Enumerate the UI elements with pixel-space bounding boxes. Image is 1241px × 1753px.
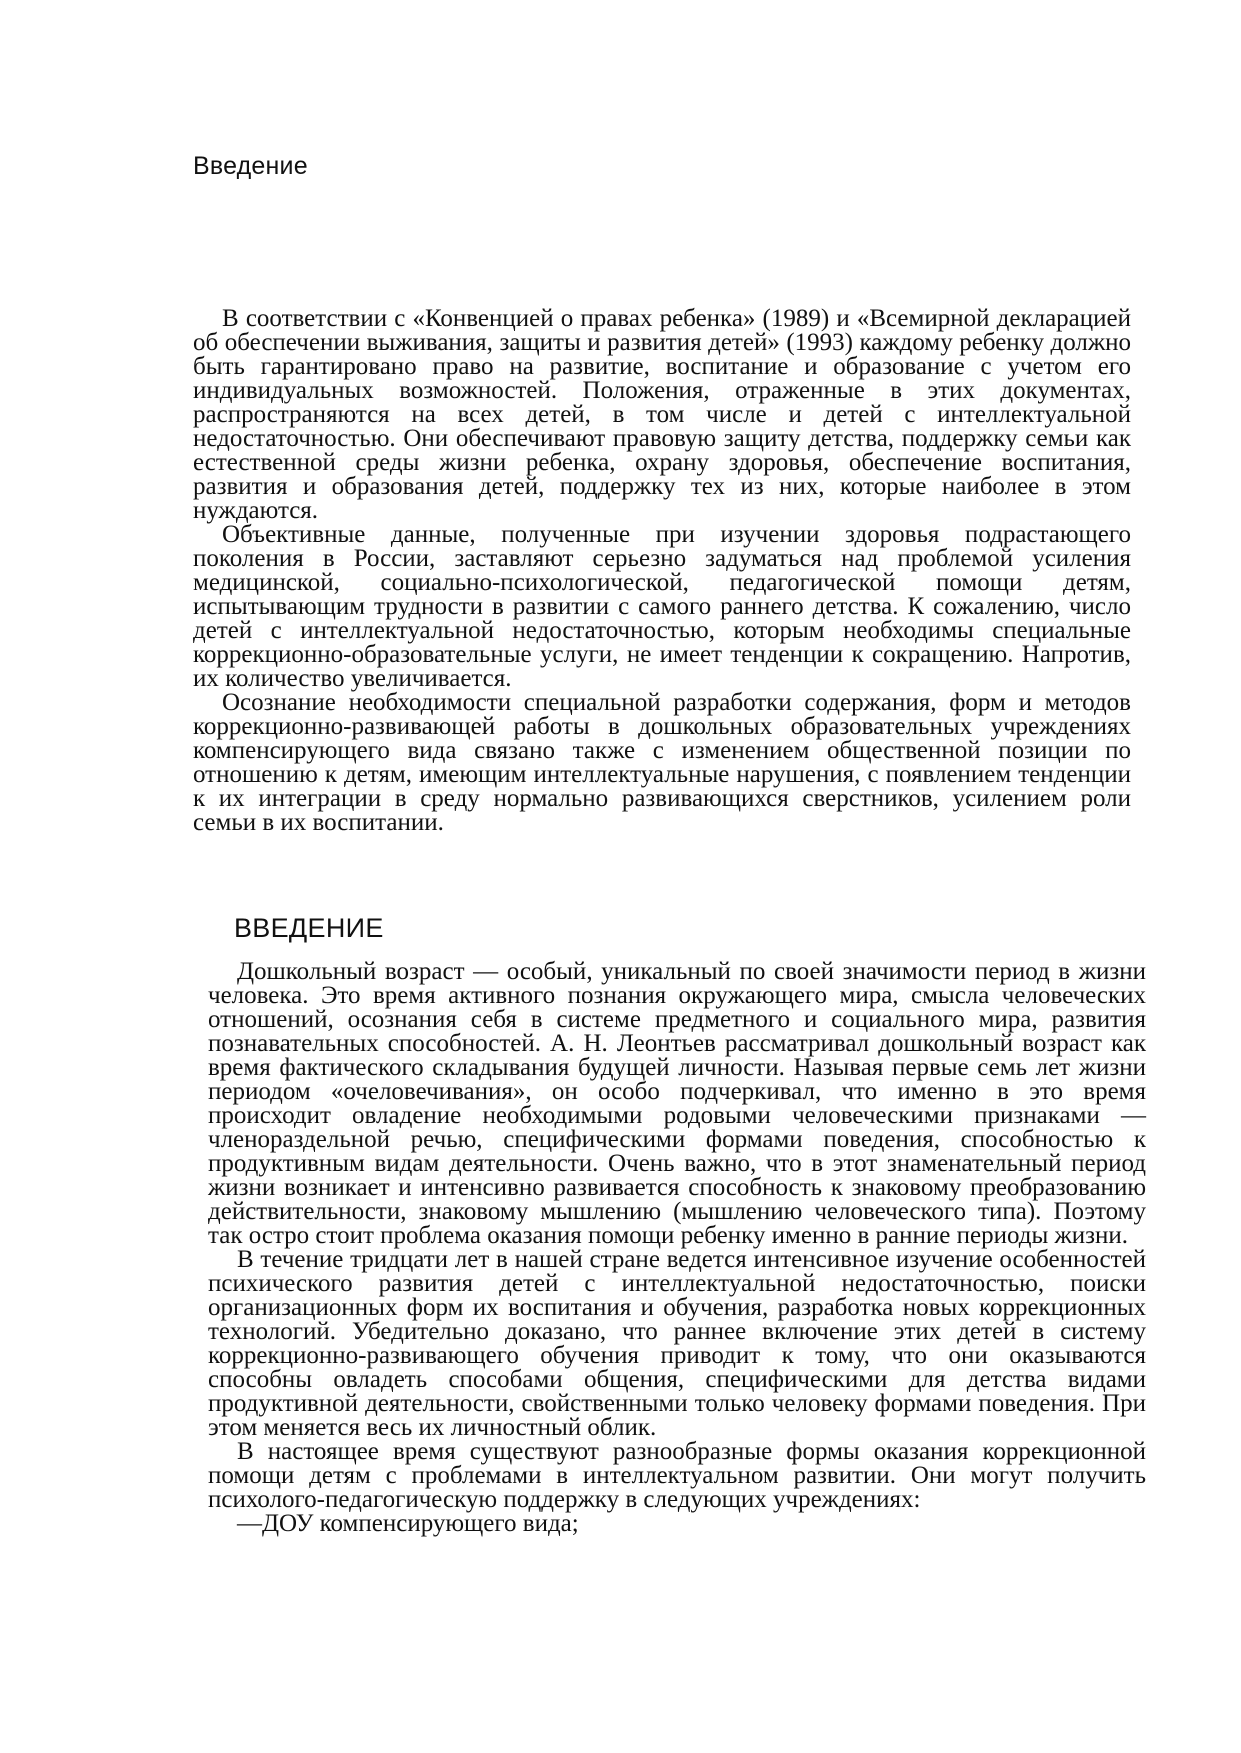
- list-item: —ДОУ компенсирующего вида;: [237, 1510, 579, 1537]
- paragraph: В настоящее время существуют разнообразные формы оказания коррекционной помощи детям с проблемами в интеллектуальном развитии. Они могут получить психолого-педагогическую поддержку в следующих учреждениях:: [208, 1438, 1146, 1513]
- intro-text-block: [193, 307, 1131, 835]
- intro-caps-text-block: [208, 960, 1146, 1536]
- paragraph: Осознание необходимости специальной разработки содержания, форм и методов коррекционно-развивающей работы в дошкольных образовательных учреждениях компенсирующего вида связано также с изменением общественной позиции по отношению к детям, имеющим интеллектуальные нарушения, с появлением тенденции к их интеграции в среду нормально развивающихся сверстников, усилением роли семьи в их воспитании.: [193, 689, 1131, 836]
- section-heading-intro-caps: ВВЕДЕНИЕ: [234, 913, 384, 943]
- paragraph: В соответствии с «Конвенцией о правах ребенка» (1989) и «Всемирной декларацией об обеспечении выживания, защиты и развития детей» (1993) каждому ребенку должно быть гарантировано право на развитие, воспитание и образование с учетом его индивидуальных возможностей. Положения, отраженные в этих документах, распространяются на всех детей, в том числе и детей с интеллектуальной недостаточностью. Они обеспечивают правовую защиту детства, поддержку семьи как естественной среды жизни ребенка, охрану здоровья, обеспечение воспитания, развития и образования детей, поддержку тех из них, которые наиболее в этом нуждаются.: [193, 305, 1131, 524]
- paragraph: Дошкольный возраст — особый, уникальный по своей значимости период в жизни человека. Это время активного познания окружающего мира, смысла человеческих отношений, осознания себя в системе предметного и социального мира, развития познавательных способностей. А. Н. Леонтьев рассматривал дошкольный возраст как время фактического складывания будущей личности. Называя первые семь лет жизни периодом «очеловечивания», он особо подчеркивал, что именно в это время происходит овладение необходимыми родовыми человеческими признаками — членораздельной речью, специфическими формами поведения, способностью к продуктивным видам деятельности. Очень важно, что в этот знаменательный период жизни возникает и интенсивно развивается способность к знаковому преобразованию действительности, знаковому мышлению (мышлению человеческого типа). Поэтому так остро стоит проблема оказания помощи ребенку именно в ранние периоды жизни.: [208, 958, 1146, 1249]
- paragraph: В течение тридцати лет в нашей стране ведется интенсивное изучение особенностей психического развития детей с интеллектуальной недостаточностью, поиски организационных форм их воспитания и обучения, разработка новых коррекционных технологий. Убедительно доказано, что раннее включение этих детей в систему коррекционно-развивающего обучения приводит к тому, что они оказываются способны овладеть способами общения, специфическими для детства видами продуктивной деятельности, свойственными только человеку формами поведения. При этом меняется весь их личностный облик.: [208, 1246, 1146, 1441]
- section-heading-intro: Введение: [193, 152, 308, 180]
- paragraph: Объективные данные, полученные при изучении здоровья подрастающего поколения в России, заставляют серьезно задуматься над проблемой усиления медицинской, социально-психологической, педагогической помощи детям, испытывающим трудности в развитии с самого раннего детства. К сожалению, число детей с интеллектуальной недостаточностью, которым необходимы специальные коррекционно-образовательные услуги, не имеет тенденции к сокращению. Напротив, их количество увеличивается.: [193, 521, 1131, 692]
